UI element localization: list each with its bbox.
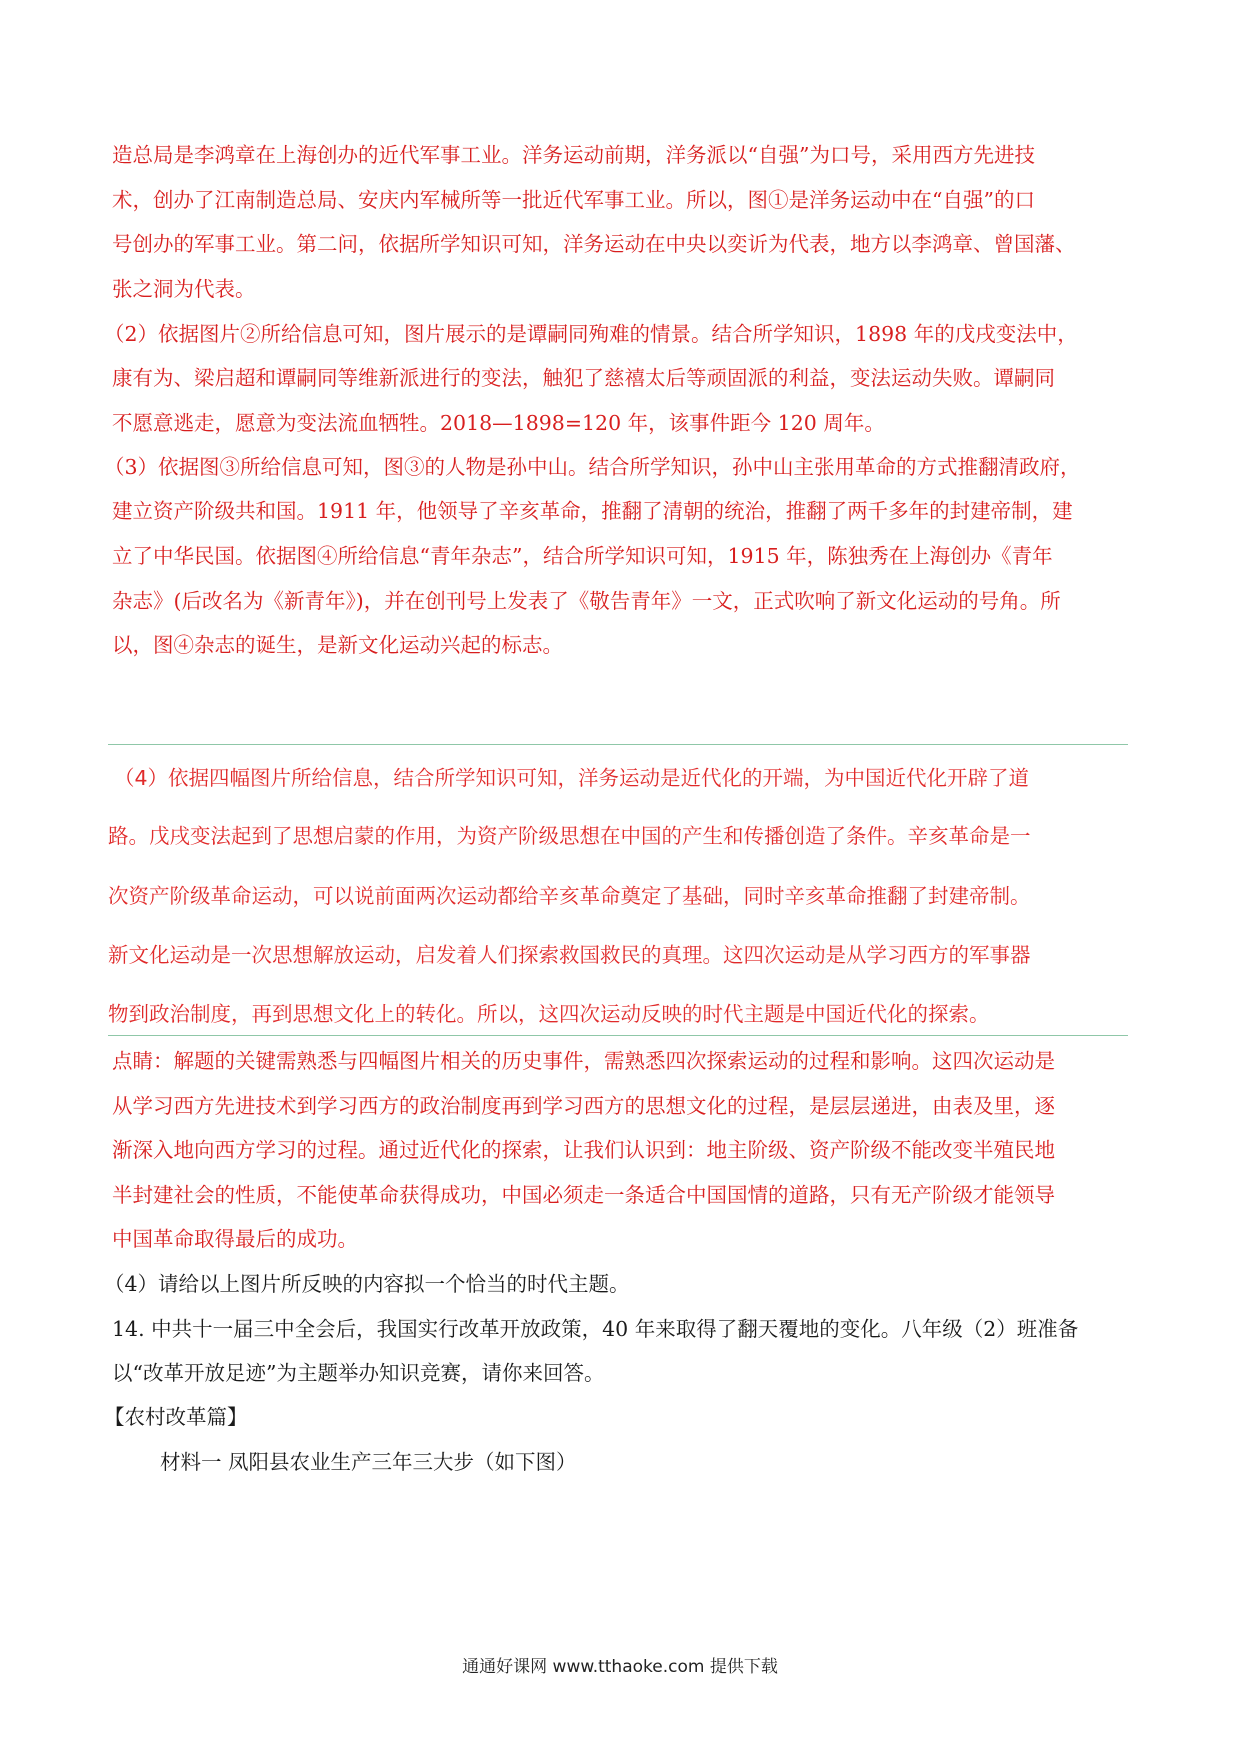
tip-line: 中国革命取得最后的成功。 bbox=[112, 1227, 358, 1251]
analysis-line: 建立资产阶级共和国。1911 年，他领导了辛亥革命，推翻了清朝的统治，推翻了两千多年的封建帝制，建 bbox=[112, 499, 1073, 523]
analysis-line: 以，图④杂志的诞生，是新文化运动兴起的标志。 bbox=[112, 633, 563, 657]
analysis-line: 造总局是李鸿章在上海创办的近代军事工业。洋务运动前期，洋务派以“自强”为口号，采用西方先进技 bbox=[112, 143, 1035, 167]
question-14-line: 以“改革开放足迹”为主题举办知识竞赛，请你来回答。 bbox=[112, 1361, 605, 1385]
analysis-line: 不愿意逃走，愿意为变法流血牺牲。2018—1898=120 年，该事件距今 120 周年。 bbox=[112, 411, 885, 435]
answer-4-line: （4）依据四幅图片所给信息，结合所学知识可知，洋务运动是近代化的开端，为中国近代化开辟了道 bbox=[114, 766, 1030, 790]
material-caption: 材料一 凤阳县农业生产三年三大步（如下图） bbox=[160, 1450, 577, 1474]
tip-line: 点睛：解题的关键需熟悉与四幅图片相关的历史事件，需熟悉四次探索运动的过程和影响。这四次运动是 bbox=[112, 1049, 1055, 1073]
analysis-line: 康有为、梁启超和谭嗣同等维新派进行的变法，触犯了慈禧太后等顽固派的利益，变法运动失败。谭嗣同 bbox=[112, 366, 1055, 390]
question-14-line: 14. 中共十一届三中全会后，我国实行改革开放政策，40 年来取得了翻天覆地的变化。八年级（2）班准备 bbox=[112, 1317, 1079, 1341]
page-footer: 通通好课网 www.tthaoke.com 提供下载 bbox=[462, 1657, 778, 1677]
analysis-line: 立了中华民国。依据图④所给信息“青年杂志”，结合所学知识可知，1915 年，陈独秀在上海创办《青年 bbox=[112, 544, 1053, 568]
analysis-line: 杂志》(后改名为《新青年》)，并在创刊号上发表了《敬告青年》一文，正式吹响了新文化运动的号角。所 bbox=[112, 589, 1061, 613]
analysis-line: 张之洞为代表。 bbox=[112, 277, 256, 301]
analysis-line: 号创办的军事工业。第二问，依据所学知识可知，洋务运动在中央以奕䜣为代表，地方以李鸿章、曾国藩、 bbox=[112, 232, 1076, 256]
tip-line: 半封建社会的性质，不能使革命获得成功，中国必须走一条适合中国国情的道路，只有无产阶级才能领导 bbox=[112, 1183, 1055, 1207]
answer-4-line: 物到政治制度，再到思想文化上的转化。所以，这四次运动反映的时代主题是中国近代化的探索。 bbox=[108, 1002, 990, 1026]
answer-4-line: 新文化运动是一次思想解放运动，启发着人们探索救国救民的真理。这四次运动是从学习西方的军事器 bbox=[108, 943, 1031, 967]
answer-4-line: 次资产阶级革命运动，可以说前面两次运动都给辛亥革命奠定了基础，同时辛亥革命推翻了封建帝制。 bbox=[108, 884, 1031, 908]
tip-line: 渐深入地向西方学习的过程。通过近代化的探索，让我们认识到：地主阶级、资产阶级不能改变半殖民地 bbox=[112, 1138, 1055, 1162]
tip-line: 从学习西方先进技术到学习西方的政治制度再到学习西方的思想文化的过程，是层层递进，由表及里，逐 bbox=[112, 1094, 1055, 1118]
answer-4-line: 路。戊戌变法起到了思想启蒙的作用，为资产阶级思想在中国的产生和传播创造了条件。辛亥革命是一 bbox=[108, 824, 1031, 848]
section-heading: 【农村改革篇】 bbox=[104, 1405, 248, 1429]
answer-4-box bbox=[108, 744, 1128, 1036]
analysis-line: （3）依据图③所给信息可知，图③的人物是孙中山。结合所学知识，孙中山主张用革命的方式推翻清政府， bbox=[104, 455, 1081, 479]
analysis-line: 术，创办了江南制造总局、安庆内军械所等一批近代军事工业。所以，图①是洋务运动中在“自强”的口 bbox=[112, 188, 1035, 212]
question-4: （4）请给以上图片所反映的内容拟一个恰当的时代主题。 bbox=[104, 1272, 630, 1296]
analysis-line: （2）依据图片②所给信息可知，图片展示的是谭嗣同殉难的情景。结合所学知识，1898 年的戊戌变法中， bbox=[104, 322, 1078, 346]
